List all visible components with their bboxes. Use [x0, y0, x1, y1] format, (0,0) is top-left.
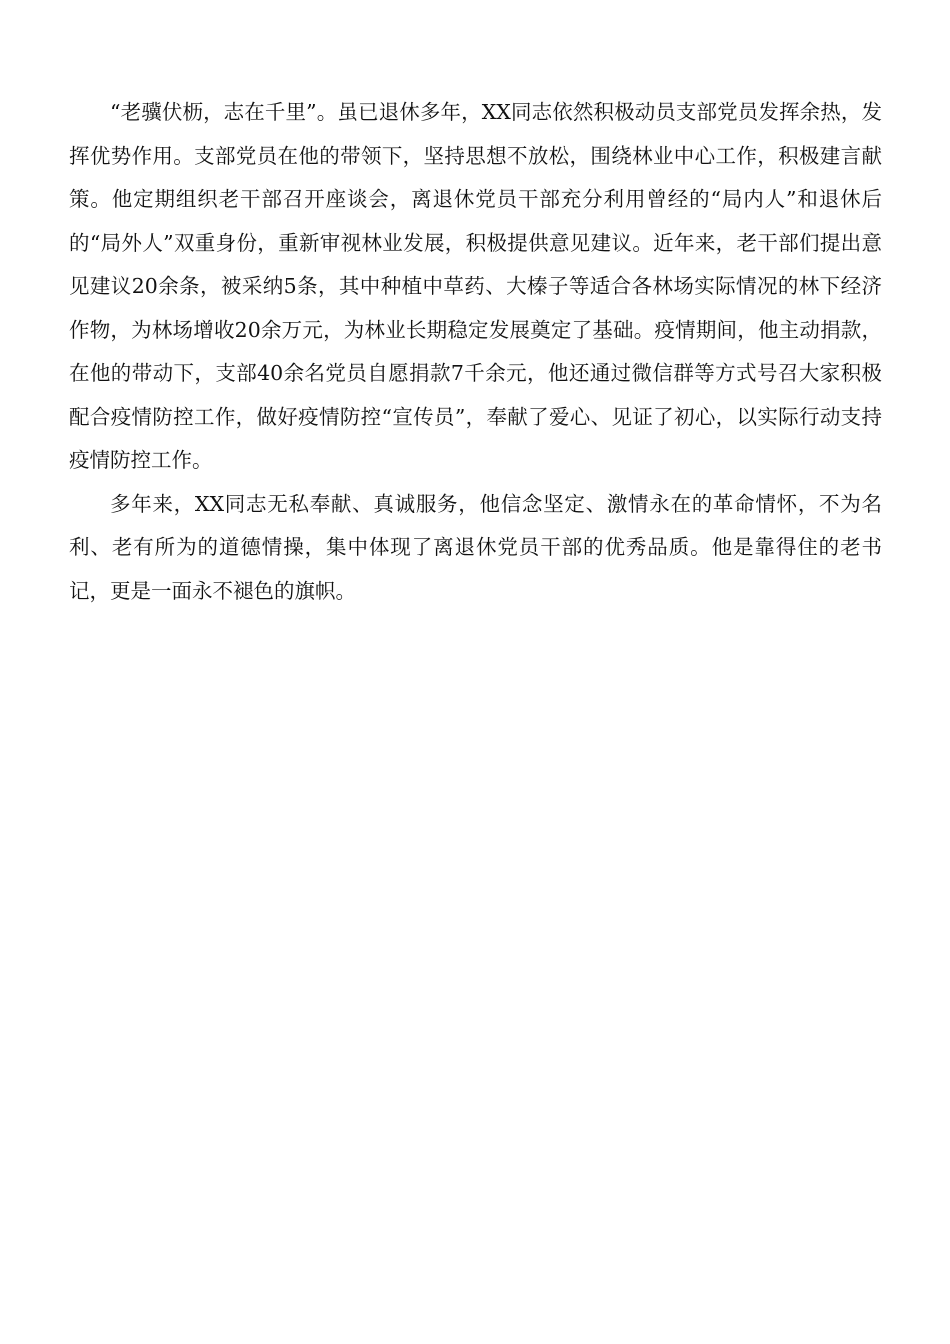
paragraph-1: “老骥伏枥，志在千里”。虽已退休多年，XX同志依然积极动员支部党员发挥余热，发挥优势作用。支部党员在他的带领下，坚持思想不放松，围绕林业中心工作，积极建言献策。他定期组织老干部召开座谈会，离退休党员干部充分利用曾经的“局内人”和退休后的“局外人”双重身份，重新审视林业发展，积极提供意见建议。近年来，老干部们提出意见建议20余条，被采纳5条，其中种植中草药、大榛子等适合各林场实际情况的林下经济作物，为林场增收20余万元，为林业长期稳定发展奠定了基础。疫情期间，他主动捐款，在他的带动下，支部40余名党员自愿捐款7千余元，他还通过微信群等方式号召大家积极配合疫情防控工作，做好疫情防控“宣传员”，奉献了爱心、见证了初心，以实际行动支持疫情防控工作。 [69, 100, 882, 472]
paragraph-2: 多年来，XX同志无私奉献、真诚服务，他信念坚定、激情永在的革命情怀，不为名利、老有所为的道德情操，集中体现了离退休党员干部的优秀品质。他是靠得住的老书记，更是一面永不褪色的旗帜。 [69, 491, 882, 603]
document-body [69, 91, 882, 613]
